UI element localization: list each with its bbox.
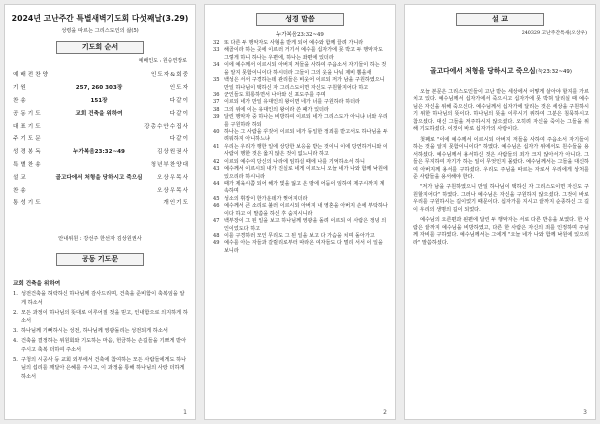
verse-line — [213, 62, 389, 77]
verse-number: 48 — [213, 232, 220, 239]
verse-text: 예수를 아는 자들과 갈릴리로부터 따라온 여자들도 다 멀리 서서 이 일을 보니라 — [224, 240, 383, 254]
verse-line — [213, 77, 389, 92]
prayer-item — [13, 290, 189, 308]
prayer-number: 1. — [13, 291, 18, 297]
prayer-number: 3. — [13, 328, 18, 335]
order-person: 인도자 — [169, 85, 189, 92]
order-row — [13, 94, 189, 107]
verse-text: 하나는 그 사람을 꾸짖어 이르되 네가 동일한 정죄를 받고서도 하나님을 두려워하지 아니하느냐 — [224, 129, 388, 143]
prayer-text: 하나님께 기뻐하시는 성전, 하나님께 영광돌리는 성전되게 하소서 — [21, 328, 168, 335]
order-label: 찬송 — [13, 187, 28, 194]
order-detail: 151장 — [90, 97, 108, 104]
verse-number: 40 — [213, 129, 220, 136]
verse-number: 33 — [213, 47, 220, 54]
verse-number: 39 — [213, 114, 220, 121]
verse-line — [213, 166, 389, 181]
order-heading: 기도회 순서 — [56, 41, 144, 54]
verse-number: 45 — [213, 195, 220, 202]
order-detail: 교회 건축을 위하여 — [75, 110, 123, 117]
verse-number: 49 — [213, 240, 220, 247]
order-row — [13, 145, 189, 158]
worship-leader: 예배인도 : 원승연장로 — [138, 58, 187, 64]
scripture-reference: 누가복음23:32~49 — [276, 32, 324, 38]
verse-line — [213, 114, 389, 129]
order-label: 기원 — [13, 85, 28, 92]
order-label: 특별찬송 — [13, 161, 43, 168]
verse-text: 이를 구경하러 모인 무리도 그 된 일을 보고 다 가슴을 치며 돌아가고 — [224, 232, 375, 239]
verse-text: 이에 예수께서 이르시되 아버지 저들을 사하여 주옵소서 자기들이 하는 것을 알지 못함이니이다 하시더라 그들이 그의 옷을 나눠 제비 뽑을새 — [224, 62, 387, 76]
order-detail: 누가복음23:32~49 — [73, 149, 125, 156]
prayer-text: 모든 과정이 하나님의 뜻대로 이루어질 것을 믿고, 인내함으로 의지하게 하소서 — [21, 309, 188, 325]
verse-number: 41 — [213, 143, 220, 150]
verse-number: 32 — [213, 40, 220, 46]
order-row — [13, 132, 189, 145]
ushers-line: 안내위원 : 강선주 한선자 김상원권사 — [58, 236, 142, 242]
prayer-item — [13, 337, 189, 355]
verse-number: 47 — [213, 218, 220, 225]
verse-text: 그의 위에 이는 유대인의 왕이라 쓴 패가 있더라 — [224, 106, 329, 113]
order-person: 다같이 — [169, 110, 189, 117]
prayer-number: 2. — [13, 309, 18, 316]
verse-number: 43 — [213, 166, 220, 173]
prayer-item — [13, 327, 189, 336]
order-label: 대표기도 — [13, 123, 43, 130]
order-row — [13, 170, 189, 183]
order-row — [13, 119, 189, 132]
verse-number: 44 — [213, 181, 220, 188]
verse-number: 34 — [213, 62, 220, 69]
sermon-title-ref: (눅23:32~49) — [535, 69, 572, 75]
sermon-paragraph: 예수님의 오른편과 왼편에 달린 두 행악자는 서로 다른 반응을 보였다. 한 사람은 끝까지 예수님을 비방하였고, 다른 한 사람은 자신의 죄를 인정하며 주님께 자비를 구하였다. 예수님께서는 그에게 "오늘 네가 나와 함께 낙원에 있으리라" 말씀하셨다. — [413, 217, 589, 246]
sermon-paragraph: 오늘 본문은 그리스도인들이 고난 받는 세상에서 어떻게 살아야 할지를 가르치고 있다. 예수님께서 십자가에서 죽으시고 십자가에 못 박혀 달리실 때 예수님은 자신을 위해 죽으신다. 예수님께서 십자가에 달리는 것은 세상을 구원하시기 위한 하나님의 뜻이다. 하나님의 뜻을 이루시기 위하여 그분은 침묵하시고 참으셨다. 대신 그들을 저주하시지 않으셨다. 오히려 자신을 죽이는 그들을 위해 기도하셨다. 이것이 바로 십자가의 사랑이다. — [413, 89, 589, 133]
prayer-list — [13, 290, 189, 383]
prayer-title: 교회 건축을 위하여 — [13, 281, 61, 287]
verse-text: 군인들도 희롱하면서 나아와 신 포도주를 주며 — [224, 91, 326, 98]
prayer-text: 건축을 결정하는 위원회와 기도하는 마음, 헌금하는 손길들을 기쁘게 받아 주시고 축복 더하여 주소서 — [21, 337, 187, 353]
order-detail: 골고다에서 처형을 당하시고 죽으심 — [55, 174, 143, 181]
prayer-number: 5. — [13, 356, 18, 363]
verse-text: 우리는 우리가 행한 일에 상당한 보응을 받는 것이니 이에 당연하거니와 이 사람이 행한 것은 옳지 않은 것이 없느니라 하고 — [224, 143, 388, 158]
verse-text: 이르되 네가 만일 유대인의 왕이면 네가 너를 구원하라 하더라 — [224, 99, 360, 106]
verse-text: 백부장이 그 된 일을 보고 하나님께 영광을 돌려 이르되 이 사람은 정녕 의인이었도다 하고 — [224, 218, 387, 232]
verse-line — [213, 129, 389, 144]
verse-text: 또 다른 두 행악자도 사형을 받게 되어 예수와 함께 끌려 가니라 — [224, 40, 364, 46]
prayer-text: 구청의 시공사 등 교회 외부에서 건축에 참여하는 모든 사람들에게도 하나님의 섭리를 깨달아 은혜를 주시고, 이 과정을 통해 하나님의 사랑 더하게 하소서 — [21, 356, 187, 381]
verse-number: 42 — [213, 158, 220, 165]
sermon-title — [413, 65, 589, 75]
prayer-item — [13, 356, 189, 382]
order-row — [13, 68, 189, 81]
verse-line — [213, 218, 389, 233]
verse-text: 예수께서 큰 소리로 불러 이르시되 아버지 내 영혼을 아버지 손에 부탁하나이다 하고 이 말씀을 하신 후 숨지시니라 — [224, 203, 388, 217]
verse-number: 46 — [213, 203, 220, 210]
order-person: 개인기도 — [163, 200, 189, 207]
scripture-heading: 성경 말씀 — [256, 13, 344, 26]
sermon-paragraph: "저가 남을 구원하였으니 만일 하나님이 택하신 자 그리스도이면 자신도 구원할지어다" 하였다. 그러나 예수님은 자신을 구원하지 않으셨다. 그것이 바로 우리를 구원하시는 길이었기 때문이다. 십자가를 지시고 끝까지 순종하신 그 길이 우리의 생명의 길이 되었다. — [413, 184, 589, 213]
sermon-title-text: 골고다에서 처형을 당하시고 죽으심 — [430, 67, 536, 75]
bulletin-page-2 — [204, 4, 396, 420]
verse-line — [213, 47, 389, 62]
order-person: 청년부찬양대 — [150, 161, 189, 168]
verse-text: 때가 제육시쯤 되어 해가 빛을 잃고 온 땅에 어둠이 임하여 제구시까지 계속하며 — [224, 181, 385, 195]
order-row — [13, 158, 189, 171]
verse-number: 36 — [213, 91, 220, 98]
verse-text: 해골이라 하는 곳에 이르러 거기서 예수를 십자가에 못 박고 두 행악자도 그렇게 하니 하나는 우편에, 하나는 좌편에 있더라 — [224, 47, 383, 61]
verse-text: 성소의 휘장이 한가운데가 찢어지더라 — [224, 195, 308, 202]
verse-text: 백성은 서서 구경하는데 관리들은 비웃어 이르되 저가 남을 구원하였으니 만일 하나님이 택하신 자 그리스도이면 자신도 구원할지어다 하고 — [224, 77, 385, 91]
verse-number: 38 — [213, 106, 220, 113]
sermon-paragraph: 첫째로 "이에 예수께서 이르시되 아버지 저들을 사하여 주옵소서 자기들이 하는 것을 알지 못함이니이다" 하였다. 예수님은 십자가 위에서도 원수들을 용서하셨다. 예수님께서 용서하신 것은 사람들의 죄가 크지 않아서가 아니다. 그들은 무지하여 자기가 하는 일이 무엇인지 몰랐다. 예수님께서는 그들을 대신하여 아버지께 용서를 구하셨다. 우리도 주님을 따르는 자로서 우리에게 상처를 준 사람들을 용서해야 한다. — [413, 136, 589, 180]
verse-line — [213, 240, 389, 255]
verse-text: 이르되 예수여 당신의 나라에 임하실 때에 나를 기억하소서 하니 — [224, 158, 365, 165]
order-row — [13, 106, 189, 119]
page-number: 3 — [583, 409, 587, 416]
order-label: 통성기도 — [13, 200, 43, 207]
verse-line — [213, 203, 389, 218]
order-person: 다같이 — [169, 97, 189, 104]
prayer-item — [13, 309, 189, 327]
order-row — [13, 183, 189, 196]
sermon-meta: 240329 고난주간특새(오상우) — [521, 31, 587, 36]
order-label: 성경봉독 — [13, 149, 43, 156]
page-number: 2 — [383, 409, 387, 416]
prayer-number: 4. — [13, 337, 18, 344]
order-label: 공동기도 — [13, 110, 43, 117]
order-row — [13, 196, 189, 209]
sermon-heading: 설 교 — [456, 13, 544, 26]
verse-line — [213, 144, 389, 159]
verse-text: 달린 행악자 중 하나는 비방하여 이르되 네가 그리스도가 아니냐 너와 우리를 구원하라 하되 — [224, 114, 388, 128]
page-number: 1 — [183, 409, 187, 416]
verse-text: 예수께서 이르시되 내가 진실로 네게 이르노니 오늘 네가 나와 함께 낙원에 있으리라 하시니라 — [224, 166, 388, 180]
order-person: 오상우목사 — [156, 187, 189, 194]
verse-list — [213, 40, 389, 255]
order-label: 예배전찬양 — [13, 72, 51, 79]
bulletin-page-3 — [404, 4, 596, 420]
order-row — [13, 81, 189, 94]
order-label: 찬송 — [13, 97, 28, 104]
order-person: 다같이 — [169, 136, 189, 143]
sermon-body — [413, 89, 589, 250]
service-subtitle: 성령을 따르는 그리스도인의 삶(5) — [61, 28, 139, 34]
order-of-service — [13, 68, 189, 209]
order-person: 강총수안수집사 — [144, 123, 189, 130]
order-label: 설교 — [13, 174, 28, 181]
order-person: 오상우목사 — [156, 174, 189, 181]
bulletin-page-1 — [4, 4, 196, 420]
order-person: 김상원권사 — [156, 149, 189, 156]
prayer-text: 성전건축을 허락하신 하나님께 감사드리며, 건축을 준비함이 축복임을 알게 하소서 — [21, 291, 185, 306]
order-person: 인도자&회중 — [151, 72, 189, 79]
verse-line — [213, 99, 389, 106]
verse-line — [213, 181, 389, 196]
verse-number: 35 — [213, 77, 220, 84]
service-title: 2024년 고난주간 특별새벽기도회 다섯째날(3.29) — [11, 14, 189, 23]
order-label: 주기도문 — [13, 136, 43, 143]
verse-number: 37 — [213, 99, 220, 106]
prayer-heading: 공동 기도문 — [56, 253, 144, 266]
order-detail: 257, 260 303장 — [75, 85, 123, 92]
